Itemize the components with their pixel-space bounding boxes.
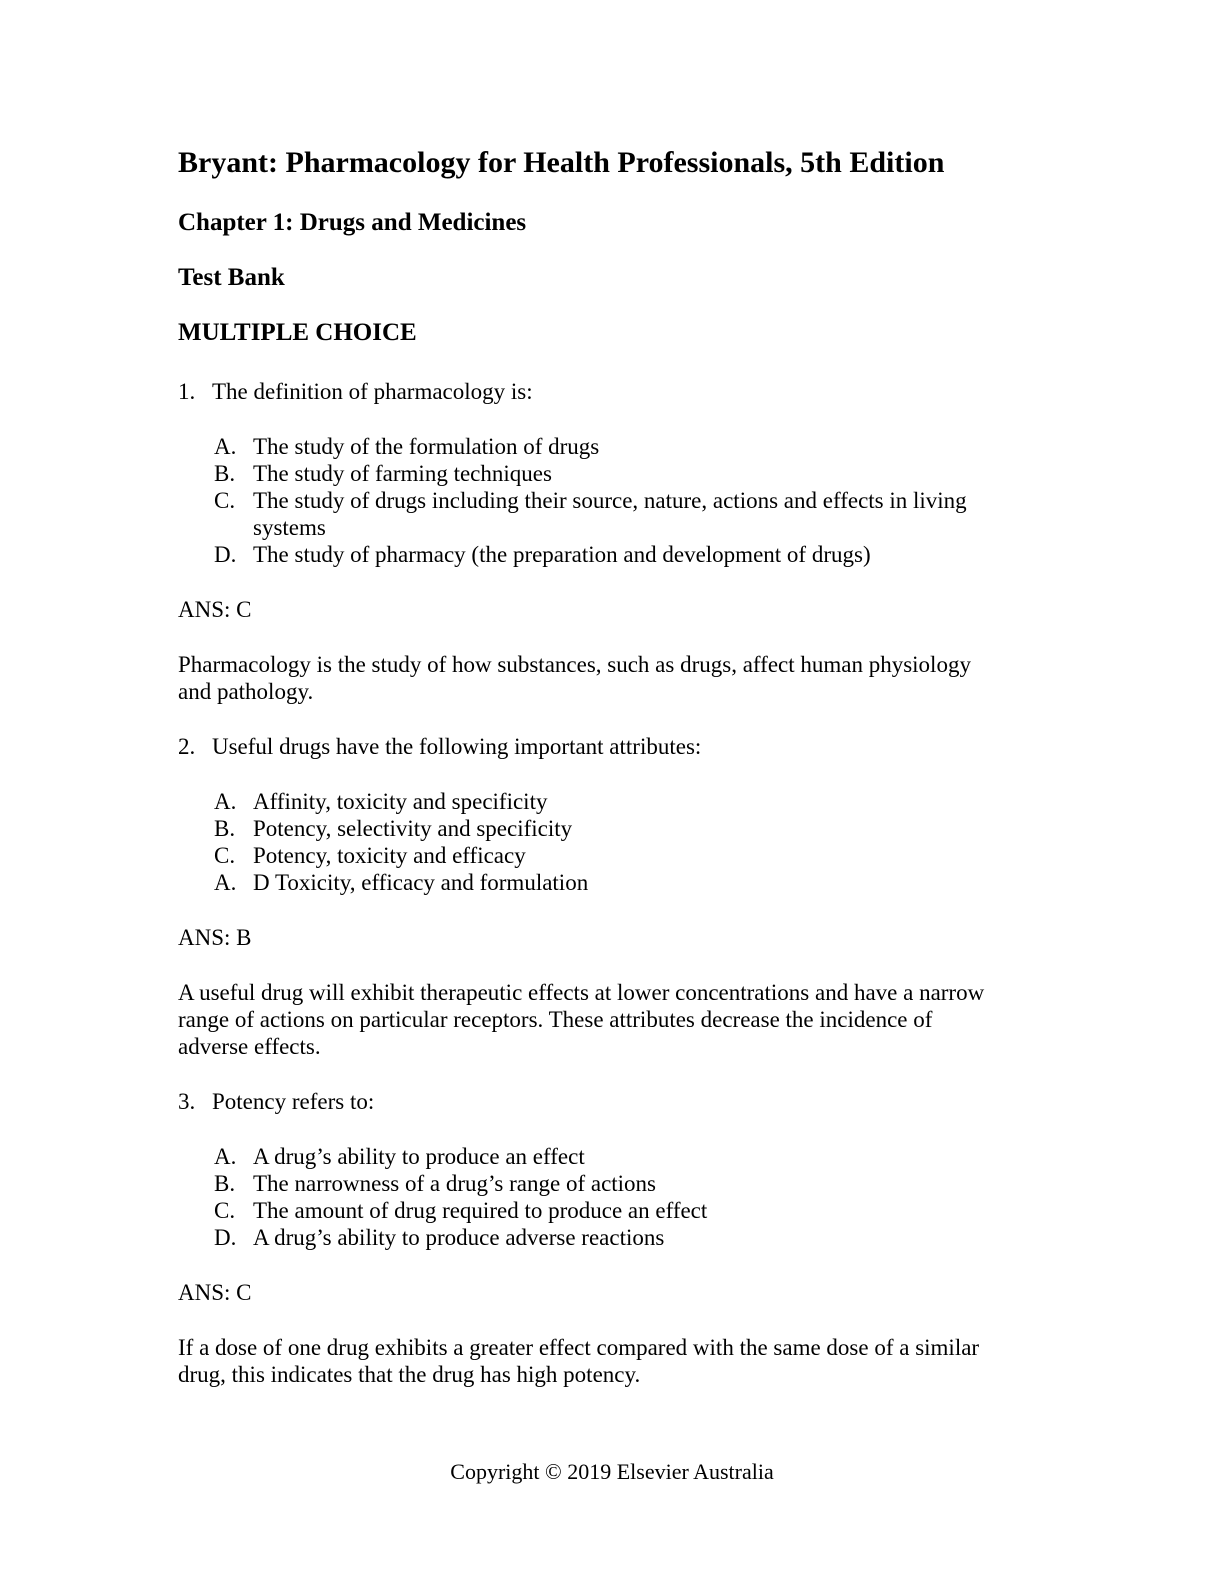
- option-b: [214, 815, 1074, 842]
- option-line: Potency, selectivity and specificity: [253, 816, 573, 841]
- question-2-stem-row: [178, 733, 1074, 760]
- option-line: The amount of drug required to produce an effect: [253, 1198, 708, 1223]
- option-line: A drug’s ability to produce adverse reactions: [253, 1225, 665, 1250]
- option-letter: C.: [214, 1198, 236, 1223]
- rationale-line: If a dose of one drug exhibits a greater effect compared with the same dose of a similar: [178, 1335, 980, 1360]
- document-title: Bryant: Pharmacology for Health Professionals, 5th Edition: [178, 146, 945, 179]
- option-text: [253, 1143, 585, 1170]
- option-text: [253, 487, 967, 541]
- option-line: The narrowness of a drug’s range of actions: [253, 1171, 657, 1196]
- option-line: D Toxicity, efficacy and formulation: [253, 870, 589, 895]
- test-bank-heading: Test Bank: [178, 264, 285, 291]
- option-d: [214, 1224, 1074, 1251]
- option-b: [214, 460, 1074, 487]
- answer-line: ANS: B: [178, 925, 252, 950]
- option-text: [253, 1197, 707, 1224]
- option-c: [214, 842, 1074, 869]
- option-c: [214, 1197, 1074, 1224]
- option-letter: A.: [214, 1144, 237, 1169]
- rationale-line: and pathology.: [178, 679, 314, 704]
- option-c: [214, 487, 1074, 541]
- option-letter: D.: [214, 542, 237, 567]
- rationale: [178, 1334, 1074, 1388]
- question-3-options: [214, 1143, 1074, 1251]
- question-1-options: [214, 433, 1074, 568]
- multiple-choice-heading: MULTIPLE CHOICE: [178, 319, 417, 346]
- answer-line: ANS: C: [178, 597, 252, 622]
- rationale-line: Pharmacology is the study of how substances, such as drugs, affect human physiology: [178, 652, 971, 677]
- question-number: 2.: [178, 734, 196, 759]
- rationale: [178, 651, 1074, 705]
- option-d: [214, 541, 1074, 568]
- option-a: [214, 1143, 1074, 1170]
- option-text: [253, 1224, 664, 1251]
- option-a: [214, 788, 1074, 815]
- rationale: [178, 979, 1074, 1060]
- question-2: [178, 733, 1074, 1060]
- answer-line: ANS: C: [178, 1280, 252, 1305]
- question-number: 3.: [178, 1089, 196, 1114]
- option-letter: B.: [214, 461, 236, 486]
- option-line: Affinity, toxicity and specificity: [253, 789, 548, 814]
- rationale-line: drug, this indicates that the drug has high potency.: [178, 1362, 641, 1387]
- question-stem: Potency refers to:: [212, 1089, 375, 1114]
- chapter-heading: Chapter 1: Drugs and Medicines: [178, 209, 527, 236]
- option-d: [214, 869, 1074, 896]
- question-1: [178, 378, 1074, 705]
- option-letter: C.: [214, 843, 236, 868]
- rationale-line: adverse effects.: [178, 1034, 321, 1059]
- option-text: [253, 842, 526, 869]
- option-line: The study of farming techniques: [253, 461, 552, 486]
- option-line: Potency, toxicity and efficacy: [253, 843, 526, 868]
- option-letter: B.: [214, 816, 236, 841]
- rationale-line: range of actions on particular receptors. These attributes decrease the incidence of: [178, 1007, 933, 1032]
- question-stem: Useful drugs have the following important attributes:: [212, 734, 702, 759]
- option-letter: A.: [214, 434, 237, 459]
- question-3-stem-row: [178, 1088, 1074, 1115]
- option-letter: B.: [214, 1171, 236, 1196]
- option-letter: D.: [214, 1225, 237, 1250]
- option-text: [253, 433, 599, 460]
- option-a: [214, 433, 1074, 460]
- option-b: [214, 1170, 1074, 1197]
- option-text: [253, 460, 552, 487]
- rationale-line: A useful drug will exhibit therapeutic effects at lower concentrations and have a narrow: [178, 980, 985, 1005]
- option-text: [253, 815, 572, 842]
- option-text: [253, 788, 547, 815]
- option-line: The study of pharmacy (the preparation and development of drugs): [253, 542, 871, 567]
- question-number: 1.: [178, 379, 196, 404]
- question-stem: The definition of pharmacology is:: [212, 379, 533, 404]
- option-line: The study of drugs including their source, nature, actions and effects in living: [253, 488, 967, 513]
- option-line: A drug’s ability to produce an effect: [253, 1144, 585, 1169]
- question-1-stem-row: [178, 378, 1074, 405]
- question-2-options: [214, 788, 1074, 896]
- option-text: [253, 869, 588, 896]
- option-line: systems: [253, 515, 326, 540]
- option-text: [253, 541, 871, 568]
- option-line: The study of the formulation of drugs: [253, 434, 600, 459]
- option-letter: A.: [214, 789, 237, 814]
- option-letter: A.: [214, 870, 237, 895]
- question-3: [178, 1088, 1074, 1388]
- page-footer: Copyright © 2019 Elsevier Australia: [450, 1459, 774, 1484]
- option-text: [253, 1170, 656, 1197]
- option-letter: C.: [214, 488, 236, 513]
